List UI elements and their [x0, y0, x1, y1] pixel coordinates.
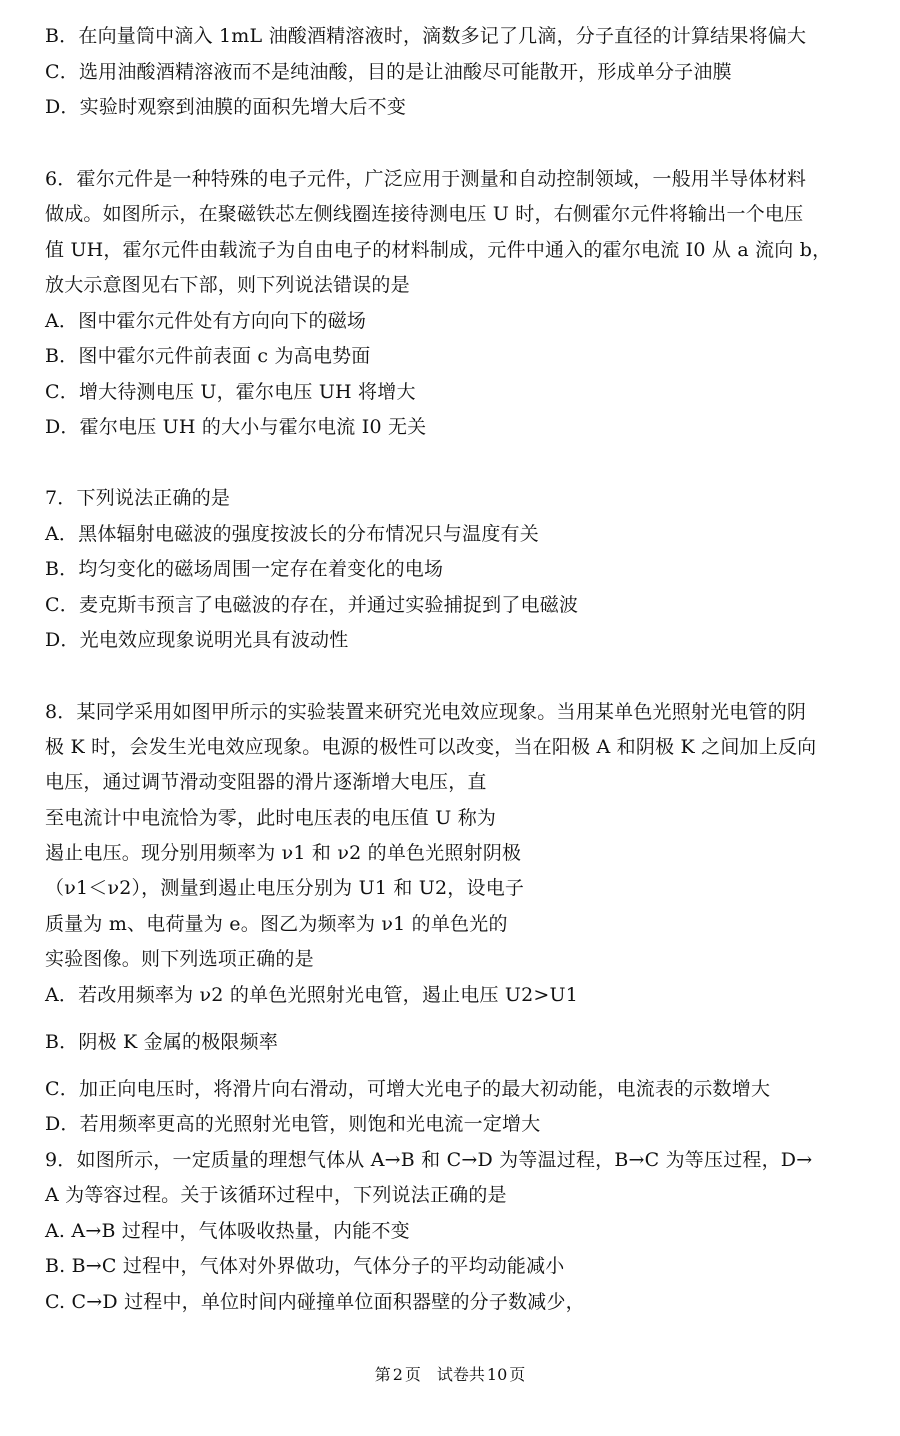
footer-suffix: 页 [509, 1365, 526, 1384]
option-8a: A．若改用频率为 ν2 的单色光照射光电管，遏止电压 U2>U1 [45, 984, 579, 1006]
option-5c: C．选用油酸酒精溶液而不是纯油酸，目的是让油酸尽可能散开，形成单分子油膜 [45, 61, 732, 83]
question-8-line-2: 极 K 时，会发生光电效应现象。电源的极性可以改变，当在阳极 A 和阴极 K 之间加上反向 [45, 736, 817, 758]
option-6b: B．图中霍尔元件前表面 c 为高电势面 [45, 345, 371, 367]
option-5d: D．实验时观察到油膜的面积先增大后不变 [45, 96, 407, 118]
option-7a: A．黑体辐射电磁波的强度按波长的分布情况只与温度有关 [45, 523, 539, 545]
option-6d: D．霍尔电压 UH 的大小与霍尔电流 I0 无关 [45, 416, 427, 438]
question-8-line-5: 遏止电压。现分别用频率为 ν1 和 ν2 的单色光照射阴极 [45, 842, 522, 864]
option-8b: B．阴极 K 金属的极限频率 [45, 1031, 279, 1053]
option-9c: C. C→D 过程中，单位时间内碰撞单位面积器壁的分子数减少， [45, 1291, 585, 1313]
question-7-stem: 7．下列说法正确的是 [45, 487, 231, 509]
question-9-line-2: A 为等容过程。关于该循环过程中，下列说法正确的是 [45, 1184, 507, 1206]
footer-mid: 页 试卷共 [404, 1365, 485, 1384]
option-6c: C．增大待测电压 U，霍尔电压 UH 将增大 [45, 381, 416, 403]
question-6-line-2: 做成。如图所示，在聚磁铁芯左侧线圈连接待测电压 U 时，右侧霍尔元件将输出一个电压 [45, 203, 804, 225]
question-8-line-4: 至电流计中电流恰为零，此时电压表的电压值 U 称为 [45, 807, 497, 829]
question-8-line-3: 电压，通过调节滑动变阻器的滑片逐渐增大电压，直 [45, 771, 487, 793]
footer-prefix: 第 [374, 1365, 391, 1384]
question-8-line-7: 质量为 m、电荷量为 e。图乙为频率为 ν1 的单色光的 [45, 913, 508, 935]
option-9a: A. A→B 过程中，气体吸收热量，内能不变 [45, 1220, 410, 1242]
footer-page-number: 2 [392, 1365, 403, 1384]
option-8c: C．加正向电压时，将滑片向右滑动，可增大光电子的最大初动能，电流表的示数增大 [45, 1078, 771, 1100]
option-7c: C．麦克斯韦预言了电磁波的存在，并通过实验捕捉到了电磁波 [45, 594, 579, 616]
question-6-line-4: 放大示意图见右下部，则下列说法错误的是 [45, 274, 410, 296]
question-8-line-6: （ν1＜ν2），测量到遏止电压分别为 U1 和 U2，设电子 [45, 877, 525, 899]
question-9-line-1: 9．如图所示，一定质量的理想气体从 A→B 和 C→D 为等温过程，B→C 为等压过程，D→ [45, 1149, 813, 1171]
option-5b: B．在向量筒中滴入 1mL 油酸酒精溶液时，滴数多记了几滴，分子直径的计算结果将偏大 [45, 25, 807, 47]
option-7d: D．光电效应现象说明光具有波动性 [45, 629, 349, 651]
footer-total-pages: 10 [486, 1365, 508, 1384]
option-9b: B. B→C 过程中，气体对外界做功，气体分子的平均动能减小 [45, 1255, 565, 1277]
question-6-line-3: 值 UH，霍尔元件由载流子为自由电子的材料制成，元件中通入的霍尔电流 I0 从 a 流向 b， [45, 239, 832, 261]
question-8-line-8: 实验图像。则下列选项正确的是 [45, 948, 314, 970]
option-8d: D．若用频率更高的光照射光电管，则饱和光电流一定增大 [45, 1113, 541, 1135]
question-8-line-1: 8．某同学采用如图甲所示的实验装置来研究光电效应现象。当用某单色光照射光电管的阴 [45, 701, 807, 723]
question-6-line-1: 6．霍尔元件是一种特殊的电子元件，广泛应用于测量和自动控制领域，一般用半导体材料 [45, 168, 807, 190]
option-6a: A．图中霍尔元件处有方向向下的磁场 [45, 310, 367, 332]
page-footer [0, 1362, 900, 1385]
option-7b: B．均匀变化的磁场周围一定存在着变化的电场 [45, 558, 444, 580]
